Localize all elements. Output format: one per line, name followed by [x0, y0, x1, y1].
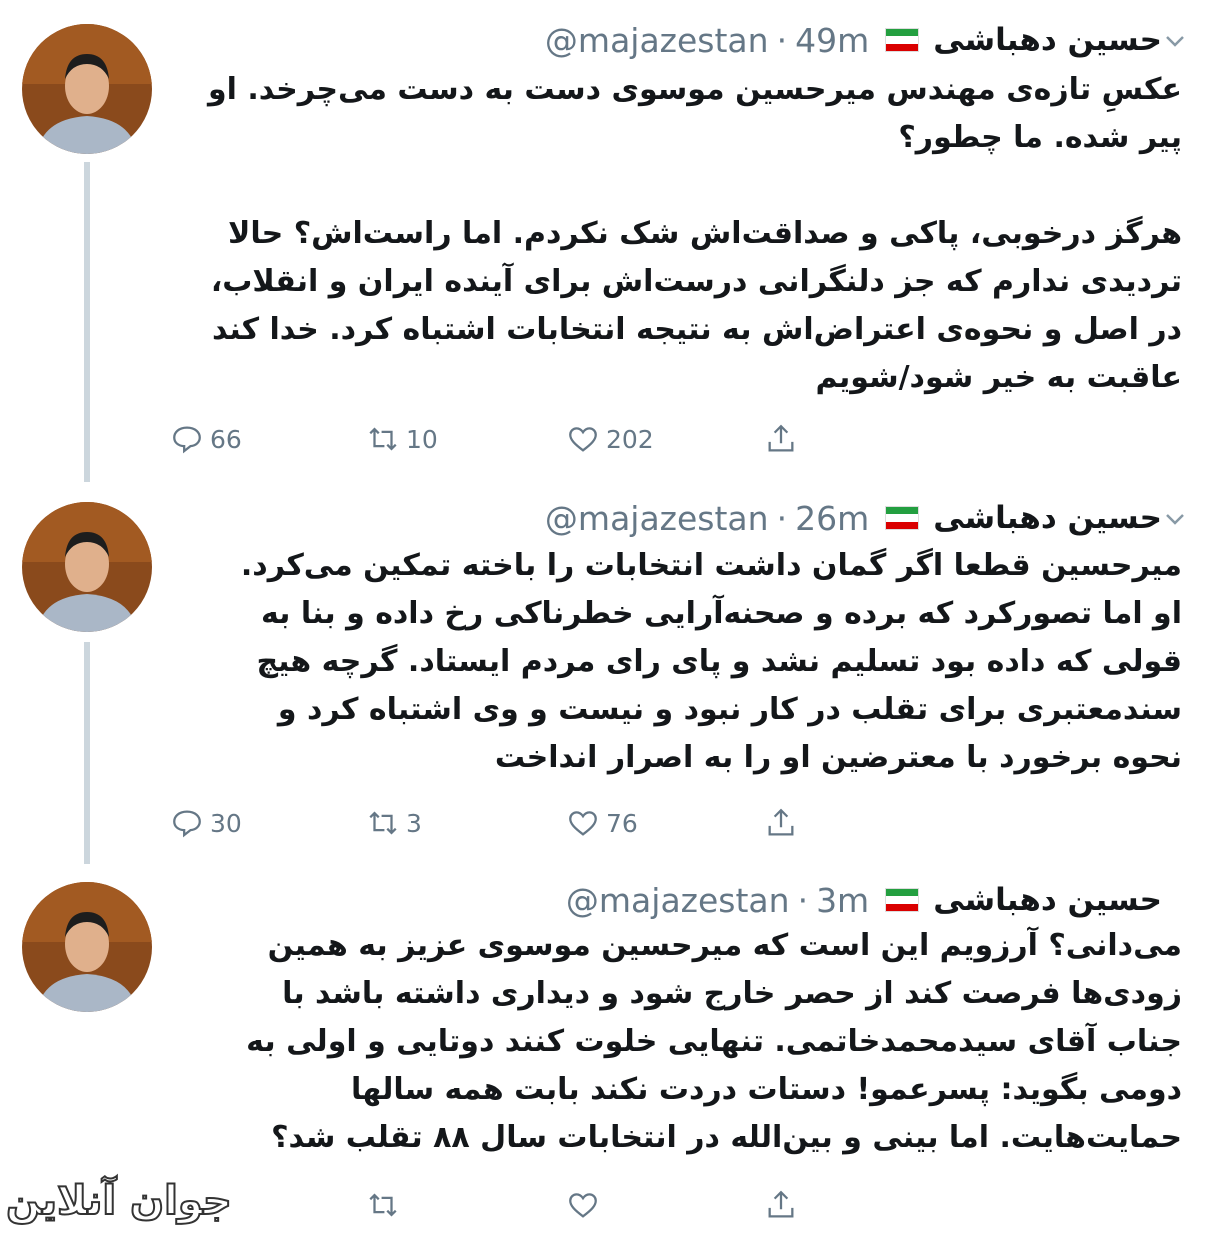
watermark-logo: جوان آنلاین [6, 1178, 232, 1224]
tweet-text [202, 922, 1182, 1162]
like-icon [566, 806, 600, 840]
retweet-button[interactable] [366, 422, 438, 456]
like-icon [566, 422, 600, 456]
reply-icon [170, 422, 204, 456]
reply-icon [170, 806, 204, 840]
timestamp[interactable]: 26m [795, 498, 870, 538]
tweet-paragraph: هرگز درخوبی، پاکی و صداقت‌اش شک نکردم. اما راست‌اش؟ حالا تردیدی ندارم که جز دلنگرانی درست‌اش برای آینده ایران و انقلاب، در اصل و نحوه‌ی اعتراض‌اش به نتیجه انتخابات اشتباه کرد. خدا کند عاقبت به خیر شود/شویم [210, 216, 1182, 395]
handle[interactable]: @majazestan [544, 498, 769, 538]
timestamp[interactable]: 3m [816, 880, 870, 920]
retweet-button[interactable] [366, 1188, 406, 1222]
tweet-header [545, 18, 1162, 62]
retweet-button[interactable] [366, 806, 422, 840]
like-button[interactable] [566, 422, 654, 456]
retweet-icon [366, 1188, 400, 1222]
like-count: 76 [606, 808, 638, 838]
thread-line [84, 642, 90, 864]
share-icon [764, 1188, 798, 1222]
reply-button[interactable] [170, 806, 242, 840]
tweet-actions [170, 422, 830, 462]
avatar[interactable] [22, 882, 152, 1012]
tweet-header [566, 878, 1162, 922]
chevron-down-icon[interactable] [1164, 30, 1186, 52]
retweet-count: 10 [406, 424, 438, 454]
iran-flag-icon [885, 28, 919, 52]
separator: · [776, 20, 788, 60]
iran-flag-icon [885, 506, 919, 530]
retweet-icon [366, 422, 400, 456]
handle[interactable]: @majazestan [565, 880, 790, 920]
tweet-paragraph: عکسِ تازه‌ی مهندس میرحسین موسوی دست به دست می‌چرخد. او پیر شده. ما چطور؟ [207, 72, 1182, 155]
chevron-down-icon[interactable] [1164, 508, 1186, 530]
share-icon [764, 422, 798, 456]
display-name[interactable]: حسین دهباشی [933, 22, 1162, 58]
separator: · [797, 880, 809, 920]
retweet-count: 3 [406, 808, 422, 838]
like-button[interactable] [566, 1188, 606, 1222]
tweet-paragraph: میرحسین قطعا اگر گمان داشت انتخابات را باخته تمکین می‌کرد. او اما تصورکرد که برده و صحنه‌آرایی خطرناکی رخ داده و بنا به قولی که داده بود تسلیم نشد و پای رای مردم ایستاد. گرچه هیچ سندمعتبری برای تقلب در کار نبود و نیست و وی اشتباه کرد و نحوه برخورد با معترضین او را به اصرار انداخت [240, 548, 1182, 775]
share-icon [764, 806, 798, 840]
tweet-text [202, 66, 1182, 402]
share-button[interactable] [764, 806, 804, 840]
handle[interactable]: @majazestan [544, 20, 769, 60]
display-name[interactable]: حسین دهباشی [933, 882, 1162, 918]
like-icon [566, 1188, 600, 1222]
avatar[interactable] [22, 502, 152, 632]
iran-flag-icon [885, 888, 919, 912]
like-button[interactable] [566, 806, 638, 840]
share-button[interactable] [764, 1188, 804, 1222]
reply-button[interactable] [170, 422, 242, 456]
reply-count: 30 [210, 808, 242, 838]
thread-line [84, 162, 90, 482]
tweet-header [545, 496, 1162, 540]
timestamp[interactable]: 49m [795, 20, 870, 60]
tweet-paragraph: می‌دانی؟ آرزویم این است که میرحسین موسوی عزیز به همین زودی‌ها فرصت کند از حصر خارج شود و دیداری داشته باشد با جناب آقای سیدمحمدخاتمی. تنهایی خلوت کنند دوتایی و اولی به دومی بگوید: پسرعمو! دستات دردت نکند بابت همه سالها حمایت‌هایت. اما بینی و بین‌الله در انتخابات سال ۸۸ تقلب شد؟ [246, 928, 1182, 1155]
tweet-actions [170, 806, 830, 846]
tweet-actions [170, 1188, 830, 1228]
reply-count: 66 [210, 424, 242, 454]
separator: · [776, 498, 788, 538]
avatar[interactable] [22, 24, 152, 154]
share-button[interactable] [764, 422, 804, 456]
retweet-icon [366, 806, 400, 840]
tweet-text [202, 542, 1182, 782]
display-name[interactable]: حسین دهباشی [933, 500, 1162, 536]
like-count: 202 [606, 424, 654, 454]
